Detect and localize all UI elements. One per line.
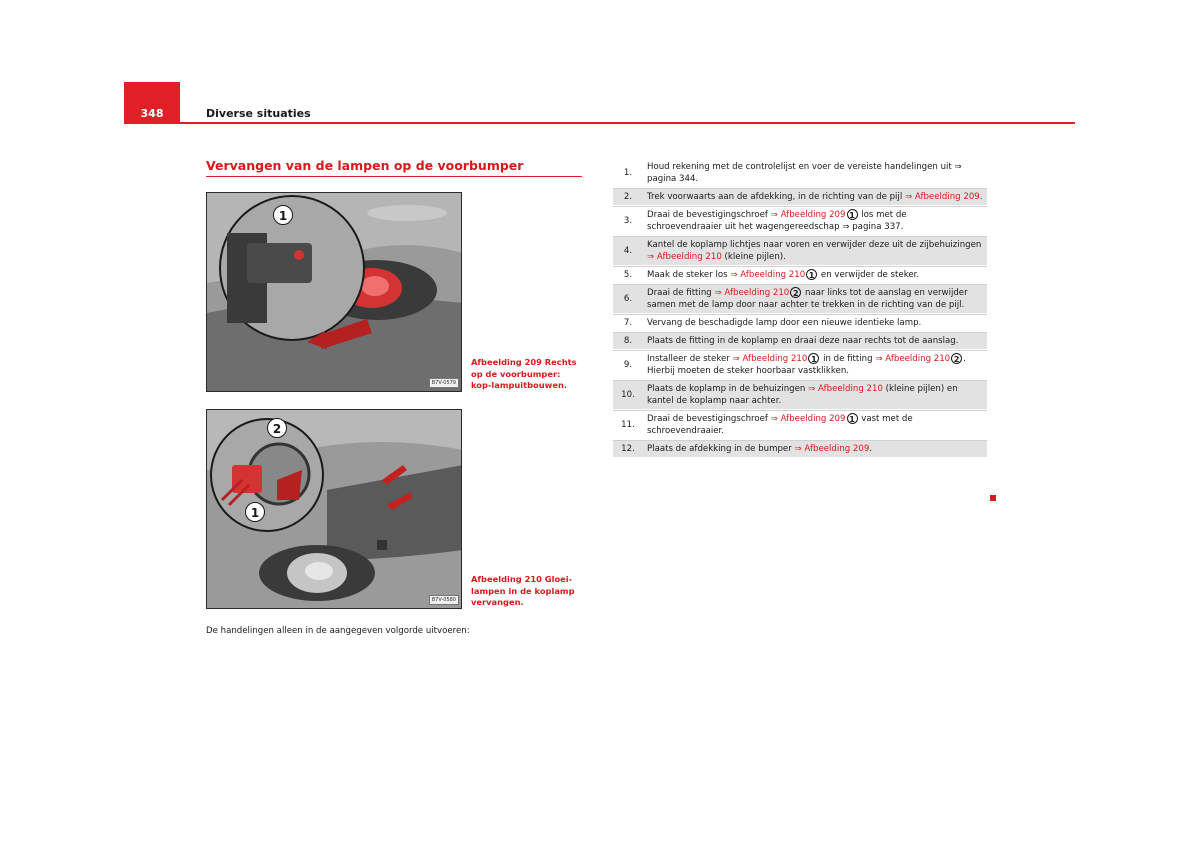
- step-text: [643, 440, 987, 457]
- step-row: [613, 314, 987, 331]
- figure-code: B7V-0579: [429, 378, 459, 388]
- step-row: [613, 440, 987, 457]
- step-number: 1.: [613, 159, 643, 187]
- step-number: 7.: [613, 314, 643, 331]
- step-row: [613, 350, 987, 379]
- step-text: [643, 410, 987, 439]
- step-text: [643, 284, 987, 313]
- step-text-part: Installeer de steker: [647, 354, 733, 364]
- step-text: [643, 159, 987, 187]
- step-number: 5.: [613, 266, 643, 283]
- figure-reference-link[interactable]: ⇒ Afbeelding 210: [647, 252, 722, 262]
- figure-reference-link[interactable]: ⇒ Afbeelding 210: [714, 288, 790, 298]
- header-rule: [180, 122, 1075, 124]
- figure-reference-link[interactable]: ⇒ Afbeelding 210: [730, 270, 806, 280]
- callout-1: 1: [245, 502, 265, 522]
- step-text-part: Draai de bevestigingschroef: [647, 414, 771, 424]
- step-text: [643, 314, 987, 331]
- step-text-part: .: [979, 192, 983, 202]
- step-text-part: Plaats de fitting in de koplamp en draai deze naar rechts tot de aanslag.: [647, 336, 959, 346]
- figure-reference-link[interactable]: ⇒ Afbeelding 210: [732, 354, 808, 364]
- step-number: 4.: [613, 236, 643, 265]
- callout-1: 1: [273, 205, 293, 225]
- figure-reference-link[interactable]: ⇒ Afbeelding 209: [770, 210, 846, 220]
- step-text: [643, 266, 987, 283]
- step-text-part: (kleine pijlen).: [721, 252, 786, 262]
- callout-ref: 1: [847, 413, 858, 424]
- step-text: [643, 332, 987, 349]
- callout-ref: 1: [847, 209, 858, 220]
- figure-reference-link[interactable]: ⇒ Afbeelding 209: [770, 414, 846, 424]
- end-of-section-marker: [990, 495, 996, 501]
- step-text-part: . Hierbij moeten de steker hoorbaar vastklikken.: [647, 354, 966, 376]
- step-text: [643, 188, 987, 205]
- step-text-part: vast met de schroevendraaier.: [647, 414, 913, 436]
- step-row: [613, 332, 987, 349]
- figure-reference-link[interactable]: ⇒ Afbeelding 210: [875, 354, 951, 364]
- step-row: [613, 284, 987, 313]
- step-text-part: Plaats de koplamp in de behuizingen: [647, 384, 809, 394]
- step-text-part: Trek voorwaarts aan de afdekking, in de richting van de pijl: [647, 192, 905, 202]
- callout-ref: 1: [806, 269, 817, 280]
- section-rule: [206, 176, 582, 177]
- step-text: [643, 350, 987, 379]
- step-number: 12.: [613, 440, 643, 457]
- step-row: [613, 188, 987, 205]
- figure-210-caption: Afbeelding 210 Gloei-lampen in de koplamp vervangen.: [471, 574, 575, 607]
- callout-2: 2: [267, 418, 287, 438]
- step-text: [643, 236, 987, 265]
- step-text-part: los met de schroevendraaier uit het wagengereedschap ⇒ pagina 337.: [647, 210, 907, 232]
- step-row: [613, 266, 987, 283]
- step-text-part: Vervang de beschadigde lamp door een nieuwe identieke lamp.: [647, 318, 922, 328]
- figure-209-illustration: [206, 192, 462, 392]
- page-number: 348: [124, 82, 180, 124]
- step-text-part: in de fitting: [820, 354, 876, 364]
- step-text-part: Kantel de koplamp lichtjes naar voren en verwijder deze uit de zijbehuizingen: [647, 240, 982, 250]
- step-text-part: naar links tot de aanslag en verwijder samen met de lamp door naar achter te trekken in de richting van de pijl.: [647, 288, 968, 310]
- step-row: [613, 410, 987, 439]
- bumper-illustration: [207, 193, 462, 392]
- step-text-part: Maak de steker los: [647, 270, 731, 280]
- callout-ref: 2: [790, 287, 801, 298]
- step-text: [643, 380, 987, 409]
- figure-reference-link[interactable]: ⇒ Afbeelding 209: [794, 444, 870, 454]
- step-number: 8.: [613, 332, 643, 349]
- step-number: 9.: [613, 350, 643, 379]
- step-text-part: Houd rekening met de controlelijst en voer de vereiste handelingen uit ⇒ pagina 344.: [647, 162, 962, 184]
- step-number: 10.: [613, 380, 643, 409]
- step-row: [613, 159, 987, 187]
- figure-reference-link[interactable]: ⇒ Afbeelding 209: [904, 192, 980, 202]
- step-text-part: en verwijder de steker.: [818, 270, 920, 280]
- steps-table: [613, 158, 987, 458]
- figure-209-caption: Afbeelding 209 Rechts op de voorbumper: kop-lampuitbouwen.: [471, 357, 577, 390]
- step-text-part: Draai de bevestigingschroef: [647, 210, 771, 220]
- step-number: 11.: [613, 410, 643, 439]
- figure-210-illustration: [206, 409, 462, 609]
- chapter-title: Diverse situaties: [206, 107, 311, 120]
- callout-ref: 2: [951, 353, 962, 364]
- step-number: 3.: [613, 206, 643, 235]
- step-text: [643, 206, 987, 235]
- step-row: [613, 380, 987, 409]
- step-number: 2.: [613, 188, 643, 205]
- step-text-part: Draai de fitting: [647, 288, 715, 298]
- callout-ref: 1: [808, 353, 819, 364]
- step-row: [613, 236, 987, 265]
- figure-reference-link[interactable]: ⇒ Afbeelding 210: [808, 384, 883, 394]
- step-text-part: (kleine pijlen) en kantel de koplamp naar achter.: [647, 384, 958, 406]
- section-title: Vervangen van de lampen op de voorbumper: [206, 158, 524, 173]
- step-number: 6.: [613, 284, 643, 313]
- step-row: [613, 206, 987, 235]
- step-text-part: .: [869, 444, 873, 454]
- intro-text: De handelingen alleen in de aangegeven volgorde uitvoeren:: [206, 626, 470, 636]
- figure-code: B7V-0580: [429, 595, 459, 605]
- step-text-part: Plaats de afdekking in de bumper: [647, 444, 795, 454]
